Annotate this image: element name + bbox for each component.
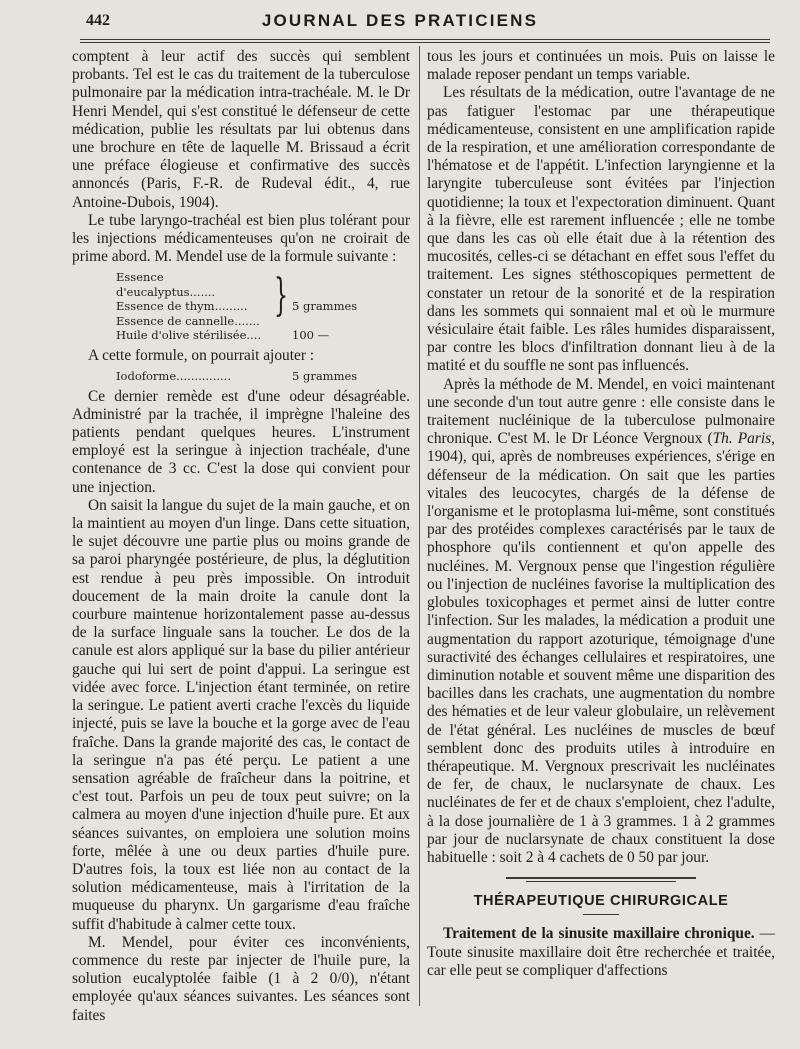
paragraph: Ce dernier remède est d'une odeur désagréable. Administré par la trachée, il imprègne l'haleine des patients pendant quelques heures. L'instrument employé est la seringue à injection trachéale, d'une contenance de 3 cc. C'est la dose qui convient pour une injection. xyxy=(72,387,410,496)
paragraph-text: — Toute sinusite maxillaire doit être recherchée et traitée, car elle peut se compliquer d'affections xyxy=(427,925,775,979)
right-column xyxy=(427,48,775,980)
journal-title: JOURNAL DES PRATICIENS xyxy=(261,11,539,30)
formula-ingredient: Huile d'olive stérilisée.... xyxy=(116,328,262,343)
paragraph xyxy=(427,376,775,867)
column-divider xyxy=(419,46,420,1006)
formula-row xyxy=(72,270,410,299)
paragraph: comptent à leur actif des succès qui semblent probants. Tel est le cas du traitement de la tuberculose pulmonaire par la médication intra-trachéale. M. le Dr Henri Mendel, qui s'est constitué le défenseur de cette médication, publie les résultats par lui obtenus dans une brochure en tête de laquelle M. Brissaud a écrit une préface élogieuse et confirmative des succès annoncés (Paris, F.-R. de Rudeval édit., 4, rue Antoine-Dubois, 1904). xyxy=(72,48,410,211)
paragraph: On saisit la langue du sujet de la main gauche, et on la maintient au moyen d'un linge. Dans cette situation, le sujet découvre une partie plus ou moins grande de sa paroi pharyngée postérieure, de plus, la déglutition est rendue à peu près impossible. On introduit doucement de la main droite la canule dont la courbure maintenue horizontalement passe au-dessus de la surface linguale sans la toucher. Le dos de la canule est alors appliqué sur la base du pilier antérieur gauche qui lui sert de point d'appui. La seringue est vidée avec force. L'injection étant terminée, on retire la seringue. Le patient averti crache l'excès du liquide injecté, puis se lave la bouche et la gorge avec de l'eau fraîche. Dans la grande majorité des cas, le contact de la seringue n'a pas été perçu. Le patient a une sensation agréable de fraîcheur dans la poitrine, et c'est tout. Parfois un peu de toux peut suivre; on la calmera au moyen d'une injection d'huile pure. Et aux séances suivantes, on emploiera une solution moins forte, mêlée à une ou deux parties d'huile pure. D'autres fois, la toux est liée non au contact de la solution médicamenteuse, mais à l'irritation de la muqueuse du pharynx. Un gargarisme d'eau fraîche suffit d'habitude à calmer cette toux. xyxy=(72,496,410,933)
paragraph: A cette formule, on pourrait ajouter : xyxy=(88,346,315,364)
formula-quantity: 100 — xyxy=(292,328,330,343)
header-rule xyxy=(80,39,770,43)
formula-ingredient: Essence de cannelle....... xyxy=(116,313,260,328)
citation-italic: Th. Paris xyxy=(712,430,772,448)
page-header xyxy=(0,0,800,38)
formula-ingredient: Iodoforme............... xyxy=(116,369,231,384)
paragraph: Le tube laryngo-trachéal est bien plus tolérant pour les injections médicamenteuses qu'on ne croirait de prime abord. M. Mendel use de la formule suivante : xyxy=(72,211,410,266)
paragraph-text: Après la méthode de M. Mendel, en voici maintenant une seconde d'un tout autre genre : elle consiste dans le traitement nucléinique de la tuberculose pulmonaire chronique. C'est M. le Dr Léonce Vergnoux ( xyxy=(427,375,775,448)
left-column xyxy=(72,48,410,1025)
formula-quantity: 5 grammes xyxy=(292,369,358,384)
section-rule xyxy=(526,881,676,882)
formula-ingredient: Essence de thym......... xyxy=(116,299,248,314)
paragraph: tous les jours et continuées un mois. Puis on laisse le malade reposer pendant un temps variable. xyxy=(427,48,775,84)
formula-row xyxy=(72,328,410,343)
formula-quantity: 5 grammes xyxy=(292,299,358,314)
page-number: 442 xyxy=(86,12,110,29)
paragraph xyxy=(427,925,775,980)
paragraph: M. Mendel, pour éviter ces inconvénients, commence du reste par injecter de l'huile pure, la solution eucalyptolée faible (1 à 2 0/0), n'étant employée qu'aux séances suivantes. Les séances sont faites xyxy=(72,933,410,1024)
section-title: THÉRAPEUTIQUE CHIRURGICALE xyxy=(473,893,729,910)
formula-row xyxy=(72,299,410,314)
brace-symbol: } xyxy=(274,270,288,322)
formula-row xyxy=(72,314,410,329)
section-rule xyxy=(506,877,696,879)
formula-ingredient: Essence d'eucalyptus....... xyxy=(116,270,216,299)
paragraph-text: , 1904), qui, après de nombreuses expériences, s'érige en défenseur de la médication. On sait que les parties vitales des leucocytes, chargés de la défense de l'organisme et le protoplasma lui-même, sont constitués par des protéides complexes caractérisés par le taux de phosphore qu'ils contiennent et qu'on appelle des nucléines. M. Vergnoux pense que l'ingestion régulière ou l'injection de nucléines favorise la multiplication des globules toxicophages et permet ainsi de lutter contre l'infection. Sur les malades, la médication a produit une augmentation du rapport azoturique, témoignage d'une suractivité des échanges cellulaires et respiratoires, une diminution notable et souvent même une disparition des bacilles dans les crachats, une augmentation du nombre des hématies et de leur valeur globulaire, un relèvement de l'état général. Les nucléines de muscles de bœuf semblent donc des produits utiles à introduire en thérapeutique. M. Vergnoux prescrivait les nucléinates de fer, de chaux, le nuclarsynate de chaux. Les nucléinates de fer et de chaux s'emploient, chez l'adulte, à la dose journalière de 1 à 3 grammes. 1 à 2 grammes par jour de nuclarsynate de chaux constituent la dose habituelle : soit 2 à 4 cachets de 0 50 par jour. xyxy=(427,430,775,866)
section-subrule xyxy=(583,914,619,915)
formula-row xyxy=(72,369,410,384)
formula-block xyxy=(72,270,410,343)
subsection-heading: Traitement de la sinusite maxillaire chronique. xyxy=(443,925,755,943)
formula-block xyxy=(72,369,410,384)
paragraph: Les résultats de la médication, outre l'avantage de ne pas fatiguer l'estomac par une thérapeutique médicamenteuse, consistent en une amplification rapide de la respiration, et une amélioration correspondante de l'hématose et de l'appétit. L'infection laryngienne et la laryngite tuberculeuse sont évitées par l'injection quotidienne; la toux et l'expectoration diminuent. Quant à la fièvre, elle est rarement influencée ; elle ne tombe que dans les cas où elle était due à la rétention des mucosités, celles-ci se détachant en effet sous l'effet du traitement. Les signes stéthoscopiques permettent de constater un retour de la sonorité et de la respiration dans les sommets qui sonnaient mal et où le murmure vésiculaire était faible. Les râles humides disparaissent, par contre les blocs d'infiltration donnant lieu à de la matité et du souffle ne sont pas influencés. xyxy=(427,84,775,375)
